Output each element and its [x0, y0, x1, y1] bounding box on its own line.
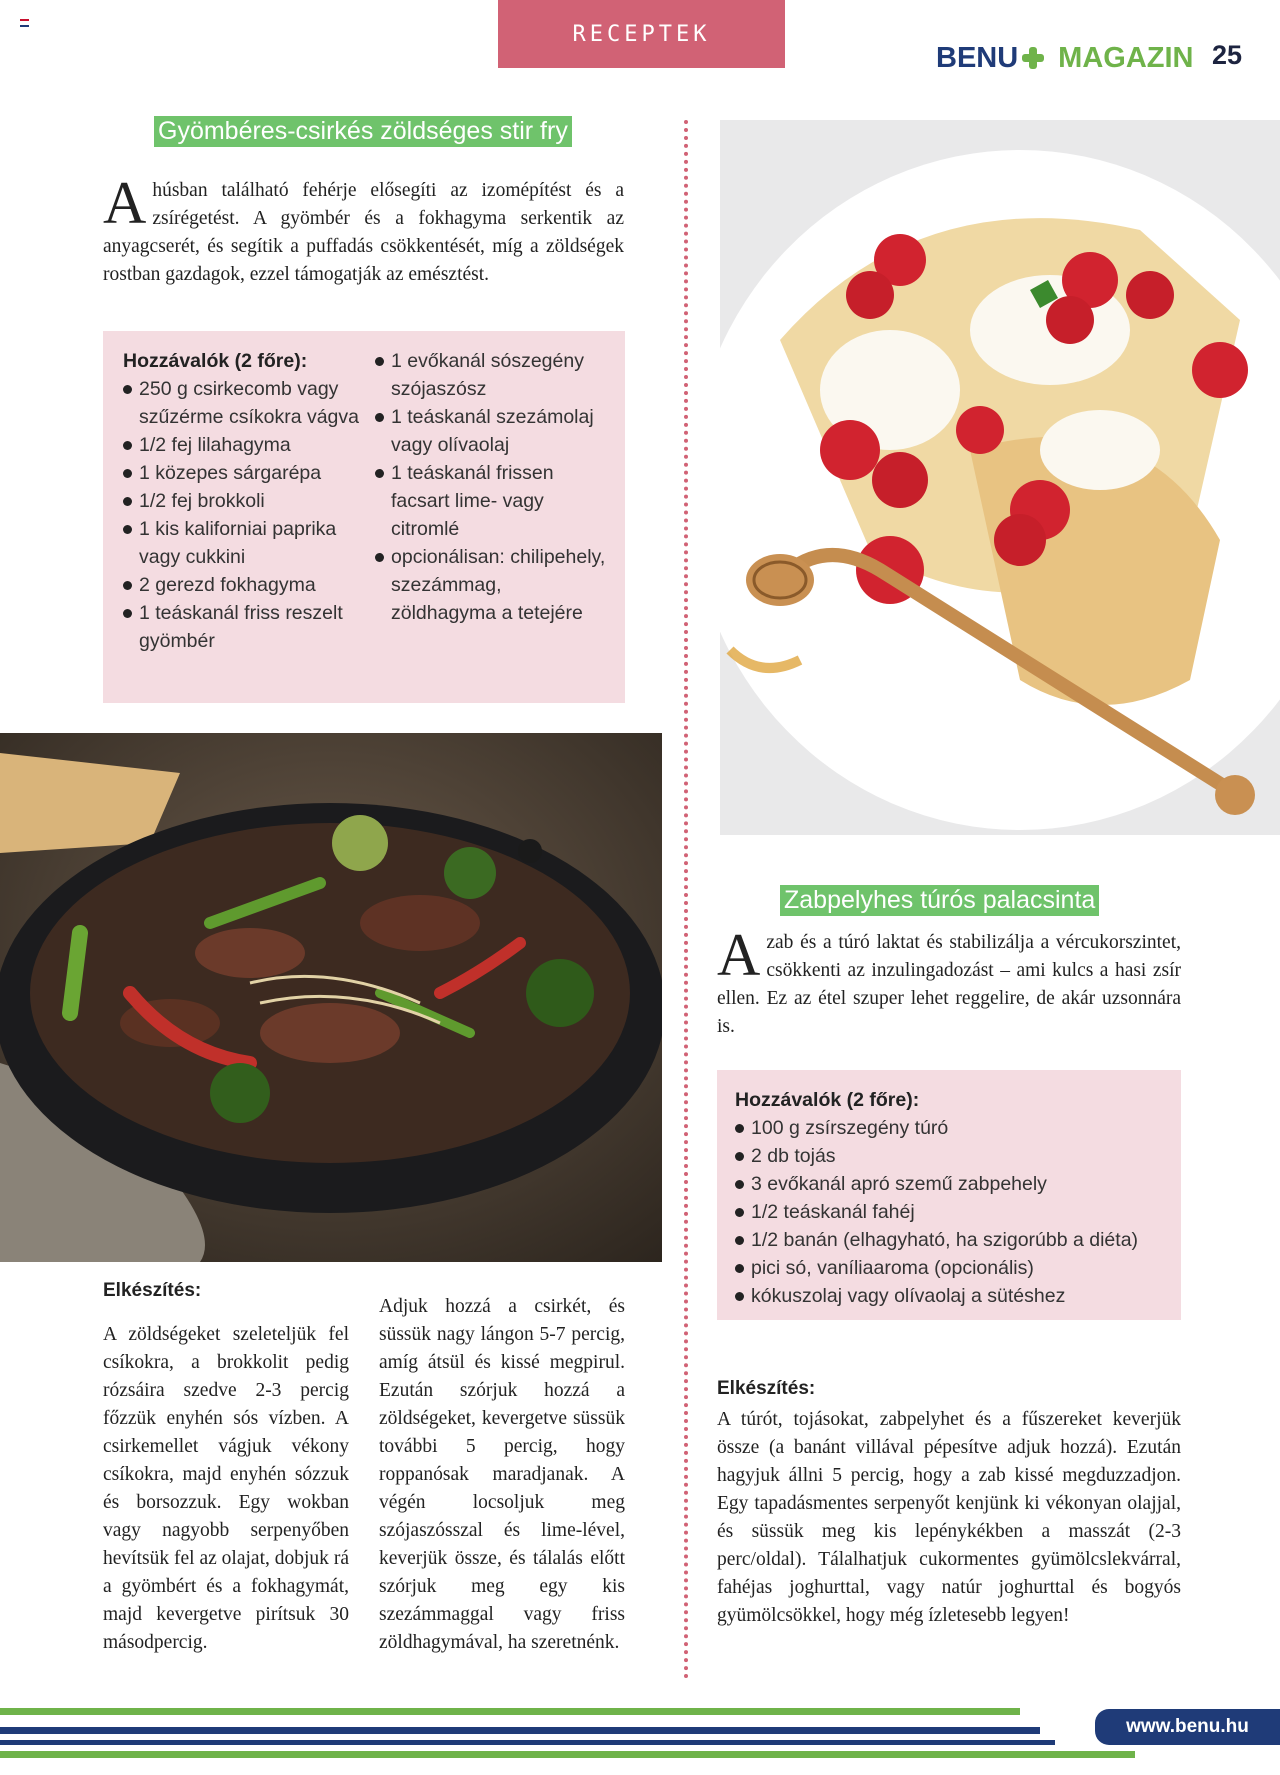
ingredient-item: 1 teáskanál friss reszelt gyömbér — [123, 599, 363, 655]
ingredient-item: 1/2 banán (elhagyható, ha szigorúbb a diéta) — [735, 1226, 1163, 1254]
ingredient-item: 1/2 fej brokkoli — [123, 487, 363, 515]
drop-cap: A — [103, 170, 147, 236]
ingredient-item: 250 g csirkecomb vagy szűzérme csíkokra vágva — [123, 375, 363, 431]
ingredient-item: 1/2 fej lilahagyma — [123, 431, 363, 459]
footer-stripe — [0, 1708, 1020, 1715]
ingredient-item: 100 g zsírszegény túró — [735, 1114, 1163, 1142]
ingredient-item: 1/2 teáskanál fahéj — [735, 1198, 1163, 1226]
ingredients-list — [375, 347, 611, 627]
ingredients-list — [123, 375, 363, 655]
ingredients-column-1 — [123, 347, 363, 655]
ingredient-item: opcionálisan: chilipehely, szezámmag, zöldhagyma a tetejére — [375, 543, 611, 627]
column-divider — [684, 120, 688, 1680]
footer-stripe — [0, 1727, 1040, 1734]
ingredient-item: 3 evőkanál apró szemű zabpehely — [735, 1170, 1163, 1198]
preparation-text-col-1: A zöldségeket szeleteljük fel csíkokra, a brokkolit pedig rózsáira szedve 2-3 percig főzzük enyhén sós vízben. A csirkemellet vágjuk vékony csíkokra, majd enyhén sózzuk és borsozzuk. Egy wokban vagy nagyobb serpenyőben hevítsük fel az olajat, dobjuk rá a gyömbért és a fokhagymát, majd kevergetve pirítsuk 30 másodpercig. — [103, 1324, 349, 1653]
ingredient-item: 1 evőkanál sószegény szójaszósz — [375, 347, 611, 403]
pharmacy-cross-icon — [1020, 45, 1046, 71]
ingredient-item: 1 teáskanál frissen facsart lime- vagy citromlé — [375, 459, 611, 543]
crepes-photo — [720, 120, 1280, 835]
ingredient-item: 1 közepes sárgarépa — [123, 459, 363, 487]
preparation-text: A túrót, tojásokat, zabpelyhet és a fűszereket keverjük össze (a banánt villával pépesítve adjuk hozzá). Ezután hagyjuk állni 5 percig, hogy a zab kissé megduzzadjon. Egy tapadásmentes serpenyőt kenjünk ki vékonyan olajjal, és süssük meg kis lepénykékben a masszát (2-3 perc/oldal). Tálalhatjuk cukormentes gyümölcslekvárral, fahéjas joghurttal, vagy natúr joghurttal és bogyós gyümölcsökkel, hogy még ízletesebb legyen! — [717, 1409, 1181, 1626]
ingredient-item: 1 teáskanál szezámolaj vagy olívaolaj — [375, 403, 611, 459]
section-tab-label: RECEPTEK — [572, 21, 711, 47]
preparation-heading: Elkészítés: — [103, 1280, 202, 1301]
ingredient-item: 2 gerezd fokhagyma — [123, 571, 363, 599]
brand-suffix: MAGAZIN — [1058, 41, 1194, 74]
recipe-title-stir-fry: Gyömbéres-csirkés zöldséges stir fry — [154, 116, 572, 147]
brand-name: BENU — [936, 41, 1019, 74]
intro-text: zab és a túró laktat és stabilizálja a vércukorszintet, csökkenti az inzulingadozást – ami kulcs a hasi zsír ellen. Ez az étel szuper lehet reggelire, de akár uzsonnára is. — [717, 932, 1181, 1037]
ingredient-item: 1 kis kaliforniai paprika vagy cukkini — [123, 515, 363, 571]
ingredients-title: Hozzávalók (2 főre): — [735, 1089, 920, 1111]
stir-fry-photo — [0, 733, 662, 1262]
footer-stripe — [0, 1751, 1135, 1758]
website-badge[interactable] — [1095, 1709, 1280, 1745]
recipe-intro-stir-fry — [103, 170, 624, 289]
page-number: 25 — [1212, 40, 1243, 70]
ingredients-box-stir-fry — [103, 331, 625, 703]
drop-cap: A — [717, 922, 761, 988]
ingredient-item: pici só, vaníliaaroma (opcionális) — [735, 1254, 1163, 1282]
ingredient-item: 2 db tojás — [735, 1142, 1163, 1170]
section-tab — [498, 0, 785, 68]
footer-stripe — [0, 1740, 1055, 1745]
ingredients-box-crepes — [717, 1070, 1181, 1320]
website-link[interactable]: www.benu.hu — [1126, 1716, 1249, 1737]
language-flag-icon — [20, 19, 29, 27]
brand-logo — [936, 38, 1194, 78]
ingredients-list — [735, 1114, 1163, 1310]
ingredients-title: Hozzávalók (2 főre): — [123, 350, 308, 372]
intro-text: húsban található fehérje elősegíti az izomépítést és a zsírégetést. A gyömbér és a fokhagyma serkentik az anyagcserét, és segítik a puffadás csökkentését, míg a zöldségek rostban gazdagok, ezzel támogatják az emésztést. — [103, 180, 624, 285]
preparation-text-col-2: Adjuk hozzá a csirkét, és süssük nagy lángon 5-7 percig, amíg átsül és kissé megpirul. Ezután szórjuk hozzá a zöldségeket, kevergetve süssük további 5 percig, hogy roppanósak maradjanak. A végén locsoljuk meg szójaszósszal és lime-lével, keverjük össze, és tálalás előtt szórjuk meg egy kis szezámmaggal vagy friss zöldhagymával, ha szeretnénk. — [379, 1296, 625, 1653]
ingredient-item: kókuszolaj vagy olívaolaj a sütéshez — [735, 1282, 1163, 1310]
recipe-title-crepes: Zabpelyhes túrós palacsinta — [780, 885, 1099, 916]
recipe-intro-crepes — [717, 922, 1181, 1041]
preparation-heading: Elkészítés: — [717, 1378, 816, 1399]
ingredients-column-2 — [375, 347, 611, 627]
